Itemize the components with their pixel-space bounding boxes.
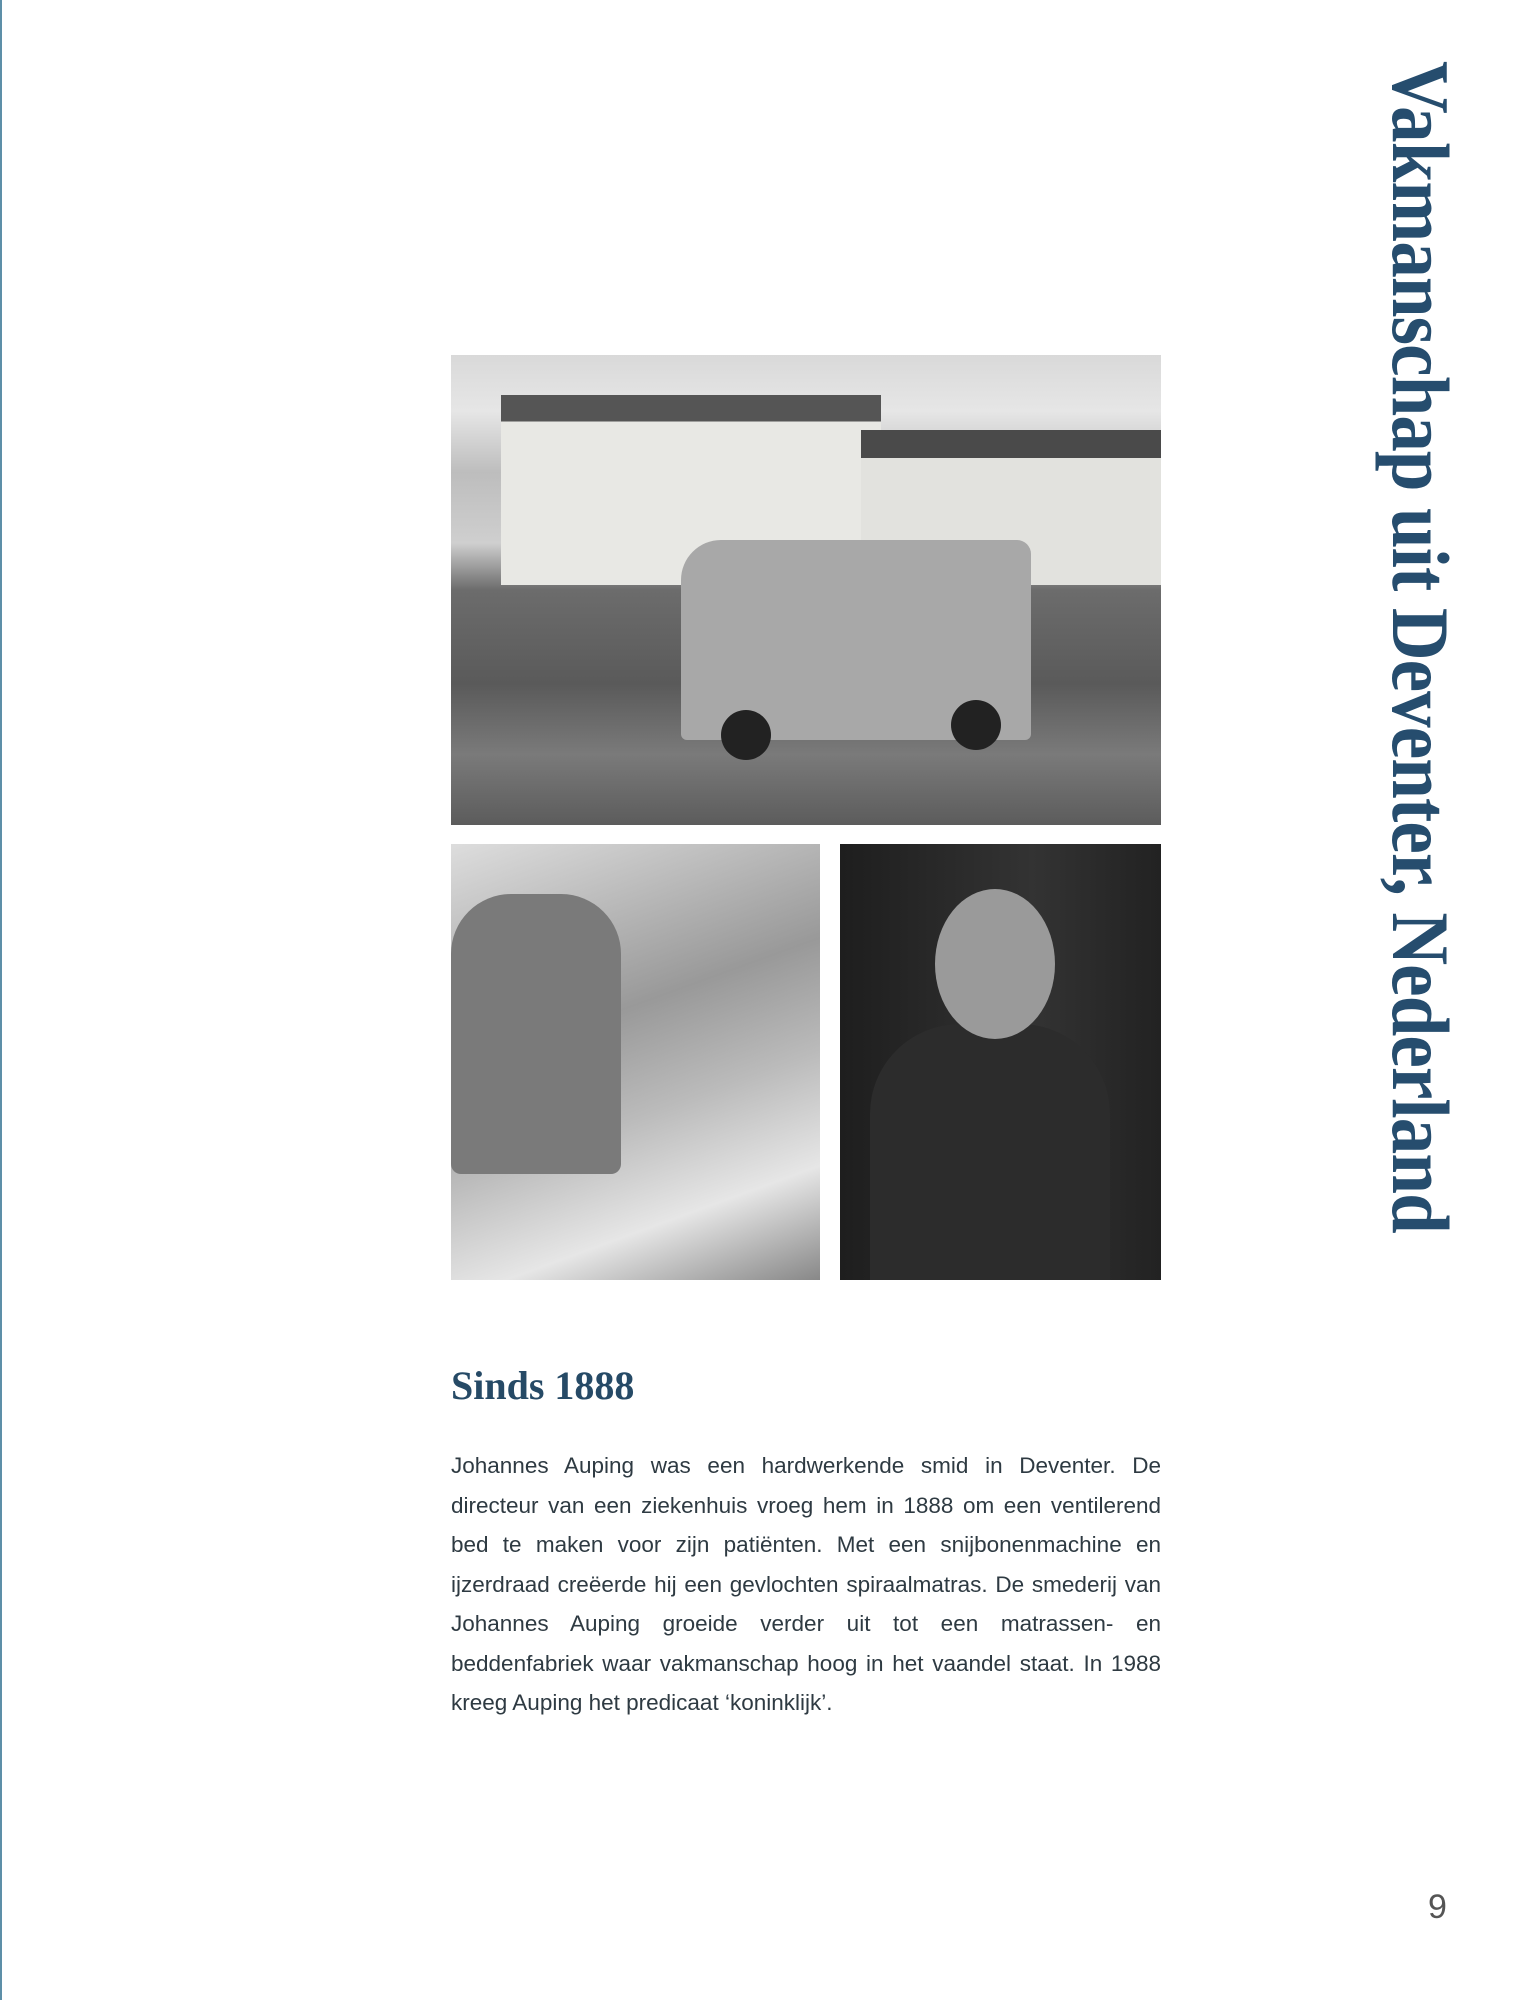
- section-heading: Sinds 1888: [451, 1363, 635, 1408]
- section-body-text: Johannes Auping was een hardwerkende smid in Deventer. De directeur van een ziekenhuis vroeg hem in 1888 om een ventilerend bed te maken voor zijn patiënten. Met een snijbonenmachine en ijzerdraad creëerde hij een gevlochten spiraalmatras. De smederij van Johannes Auping groeide verder uit tot een matrassen- en beddenfabriek waar vakmanschap hoog in het vaandel staat. In 1988 kreeg Auping het predicaat ‘koninklijk’.: [451, 1453, 1161, 1715]
- photo-auping-delivery-van: [451, 355, 1161, 825]
- photo-craftsman-weaving-mattress: [451, 844, 820, 1280]
- page-title-text: Vakmanschap uit Deventer, Nederland: [1375, 61, 1466, 1233]
- page-number: 9: [1428, 1888, 1447, 1926]
- page-edge-line: [0, 0, 2, 2000]
- craftsman-figure: [451, 894, 621, 1174]
- page-title-vertical: [1375, 61, 1466, 1378]
- portrait-body: [870, 1024, 1110, 1280]
- photo-johannes-auping-portrait: [840, 844, 1161, 1280]
- portrait-head: [935, 889, 1055, 1039]
- van-wheel: [721, 710, 771, 760]
- van-wheel: [951, 700, 1001, 750]
